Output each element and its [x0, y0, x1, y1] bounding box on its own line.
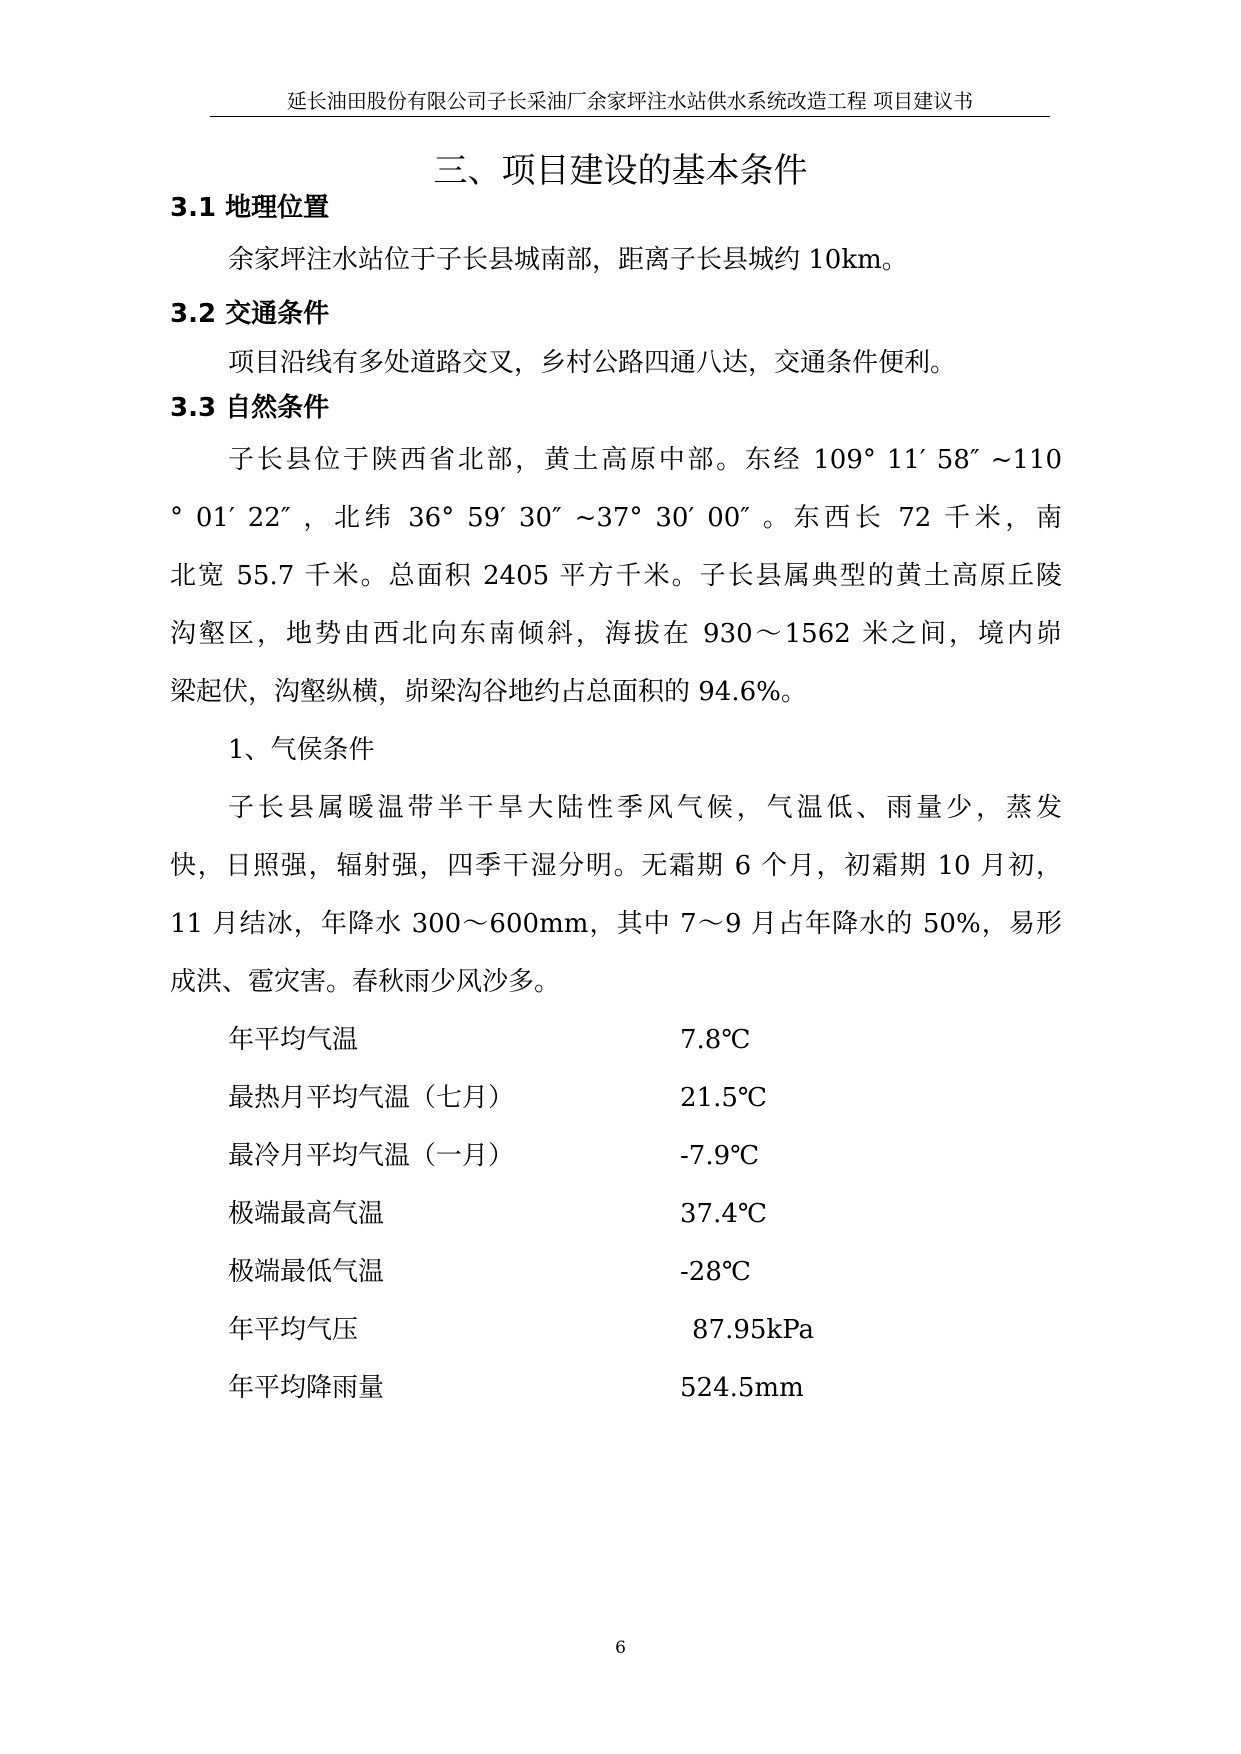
- section-heading-natural: 3.3 自然条件: [170, 393, 330, 423]
- param-label: 极端最高气温: [228, 1199, 385, 1229]
- section-heading-geography: 3.1 地理位置: [170, 193, 330, 223]
- param-value: -7.9℃: [680, 1141, 760, 1171]
- param-label: 年平均气压: [228, 1315, 359, 1345]
- running-header: 延长油田股份有限公司子长采油厂余家坪注水站供水系统改造工程 项目建议书: [210, 86, 1050, 117]
- climate-para-line1: 子长县属暖温带半干旱大陆性季风气候，气温低、雨量少，蒸发: [228, 793, 1062, 823]
- param-label: 极端最低气温: [228, 1257, 385, 1287]
- climate-para-line2: 快，日照强，辐射强，四季干湿分明。无霜期 6 个月，初霜期 10 月初，: [170, 851, 1062, 881]
- page-number: 6: [615, 1638, 626, 1658]
- param-label: 年平均降雨量: [228, 1373, 385, 1403]
- param-label: 最冷月平均气温（一月）: [228, 1141, 515, 1171]
- param-label: 最热月平均气温（七月）: [228, 1083, 515, 1113]
- natural-para1-line3: 北宽 55.7 千米。总面积 2405 平方千米。子长县属典型的黄土高原丘陵: [170, 561, 1062, 591]
- natural-para1-line1: 子长县位于陕西省北部，黄土高原中部。东经 109° 11′ 58″ ~110: [228, 445, 1062, 475]
- section-heading-transport: 3.2 交通条件: [170, 299, 330, 329]
- param-value: -28℃: [680, 1257, 751, 1287]
- param-value: 37.4℃: [680, 1199, 767, 1229]
- param-label: 年平均气温: [228, 1025, 359, 1055]
- natural-para1-line5: 梁起伏，沟壑纵横，峁梁沟谷地约占总面积的 94.6%。: [170, 677, 807, 707]
- climate-subheading: 1、气侯条件: [228, 735, 375, 765]
- climate-para-line4: 成洪、雹灾害。春秋雨少风沙多。: [170, 967, 561, 997]
- chapter-title: 三、项目建设的基本条件: [433, 151, 808, 191]
- geography-text: 余家坪注水站位于子长县城南部，距离子长县城约 10km。: [228, 245, 908, 275]
- natural-para1-line4: 沟壑区，地势由西北向东南倾斜，海拔在 930～1562 米之间，境内峁: [170, 619, 1062, 649]
- param-value: 21.5℃: [680, 1083, 767, 1113]
- climate-para-line3: 11 月结冰，年降水 300～600mm，其中 7～9 月占年降水的 50%，易形: [170, 909, 1062, 939]
- param-value: 524.5mm: [680, 1373, 804, 1403]
- param-value: 7.8℃: [680, 1025, 751, 1055]
- natural-para1-line2: ° 01′ 22″ ，北纬 36° 59′ 30″ ~37° 30′ 00″ 。东西长 72 千米，南: [170, 503, 1062, 533]
- transport-text: 项目沿线有多处道路交叉，乡村公路四通八达，交通条件便利。: [228, 348, 957, 378]
- param-value: 87.95kPa: [692, 1315, 815, 1345]
